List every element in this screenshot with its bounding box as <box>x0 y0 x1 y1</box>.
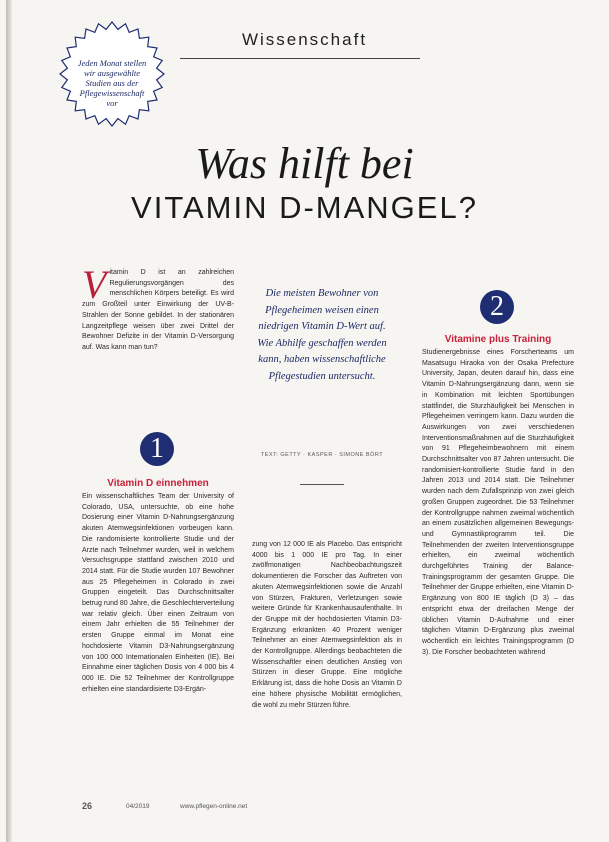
page-spine-shadow <box>6 0 12 842</box>
study-number-1: 1 <box>140 432 174 466</box>
text-credit: TEXT: GETTY · KASPER · SIMONE BÖRT <box>260 452 384 458</box>
badge-text: Jeden Monat stellen wir ausgewählte Studien aus der Pflegewissenschaft vor <box>77 58 147 108</box>
headline-line-1: Was hilft bei <box>195 139 414 188</box>
pull-quote: Die meisten Bewohner von Pflegeheimen weisen einen niedrigen Vitamin D-Wert auf. Wie Abhilfe geschaffen werden kann, haben wissenschaftliche Pflegestudien untersucht. <box>257 288 387 382</box>
study-number-2: 2 <box>480 290 514 324</box>
issue-number: 04/2019 <box>126 803 150 810</box>
study-2-heading: Vitamine plus Training <box>444 334 552 345</box>
section-rule <box>180 58 420 59</box>
page-number: 26 <box>82 801 93 811</box>
study-1-heading: Vitamin D einnehmen <box>107 478 209 489</box>
study-1-text: Ein wissenschaftliches Team der University of Colorado, USA, untersuchte, ob eine hohe Dosierung einer Vitamin D-Nahrungsergänzung akuten Atemwegsinfektionen vorbeugen kann. Die randomisierte kontrollierte Studie und der Arzte nach Teilnehmer wurden, weil in welchem Versuchsgruppe stattfand zwischen 2010 und 2014 statt. Für die Studie wurden 107 Bewohner aus 25 Pflegeheimen in Colorado in zwei Gruppen eingeteilt. Das Durchschnittsalter betrug rund 80 Jahre, die Geschlechterverteilung war relativ gleich. Über einen Zeitraum von einem Jahr erhielten die 55 Teilnehmer der ersten Gruppe einmal im Monat eine hochdosierte Vitamin D3-Nahrungsergänzung von 100 000 Internationalen Einheiten (IE). Bei Einnahme einer täglichen Dosis von 4 000 bis 4 000 IE. Die 52 Teilnehmer der Kontrollgruppe erhielten eine standardisierte D3-Ergän- <box>82 493 234 693</box>
drop-cap: V <box>82 262 107 307</box>
study-2-text: Studienergebnisse eines Forscherteams um Masatsugu Hiraoka von der Osaka Prefecture University, Japan, deuten darauf hin, dass eine Vitamin D-Nahrungsergänzung dann, wenn sie in Kombination mit leichten Sportübungen stattfindet, die Sturzhäufigkeit bei Menschen in Pflegeheimen verringern kann. Dazu wurden die Auswirkungen von zwei verschiedenen Interventionsmaßnahmen auf die Sturzhäufigkeit von 91 Pflegeheimbewohnern mit einem Durchschnittsalter von 87 Jahren untersucht. Die randomisiert-kontrollierte Studie fand in den Jahren 2013 und 2014 statt. Die Teilnehmer wurden nach dem Zufallsprinzip von zwei gleich großen Gruppen zugeordnet. Die 53 Teilnehmer der Kontrollgruppe nahmen zweimal wöchentlich an einem zusätzlichen allgemeinen Bewegungs- und Gymnastikprogramm teil. Die Teilnehmenden der zweiten Interventionsgruppe erhielten, ein zweimal wöchentlich durchgeführtes Training der Balance-Trainingsprogramm der gesamten Gruppe. Die Teilnehmer der Gruppe erhielten, eine Vitamin D-Ergänzung von 800 IE täglich (D 3) – das entspricht etwa der dreifachen Menge der üblichen Vitamin D-Aufnahme und einer täglichen Vitamin D-Ergänzung plus zweimal wöchentlich ein leichtes Trainingsprogramm (D 3). Die Forscher beobachteten während <box>422 349 574 656</box>
website-link: www.pflegen-online.net <box>180 803 248 810</box>
intro-badge <box>56 18 168 130</box>
section-label: Wissenschaft <box>241 30 368 49</box>
credit-rule <box>300 484 344 485</box>
intro-column <box>82 262 234 354</box>
intro-text: itamin D ist an zahlreichen Regulierungsvorgängen des menschlichen Körpers beteiligt. Es wird zum Großteil unter Einwirkung der UV-B-Strahlen der Sonne gebildet. In der stationären Langzeitpflege weisen über zwei Drittel der Bewohner Defizite in der Vitamin D-Versorgung auf. Was kann man tun? <box>82 269 234 351</box>
study-1-text-continued: zung von 12 000 IE als Placebo. Das entspricht 4000 bis 1 000 IE pro Tag. In einer zwölfmonatigen Nachbeobachtungszeit dokumentieren die Forscher das Auftreten von akuten Atemwegsinfektionen sowie die Anzahl von Stürzen, Frakturen, Verletzungen sowie weitere Gründe für Krankenhausaufenthalte. In der Gruppe mit der hochdosierten Vitamin D3-Ergänzung erkrankten 40 Prozent weniger Teilnehmer an einer Atemwegsinfektion als in der Kontrollgruppe. Allerdings beobachteten die Wissenschaftler einen deutlichen Anstieg von Stürzen in dieser Gruppe. Eine mögliche Erklärung ist, dass die hohe Dosis an Vitamin D eine höhere physische Mobilität ermöglichen, die wohl zu mehr Stürzen führe. <box>252 541 402 709</box>
headline-line-2: VITAMIN D-MANGEL? <box>131 190 478 225</box>
